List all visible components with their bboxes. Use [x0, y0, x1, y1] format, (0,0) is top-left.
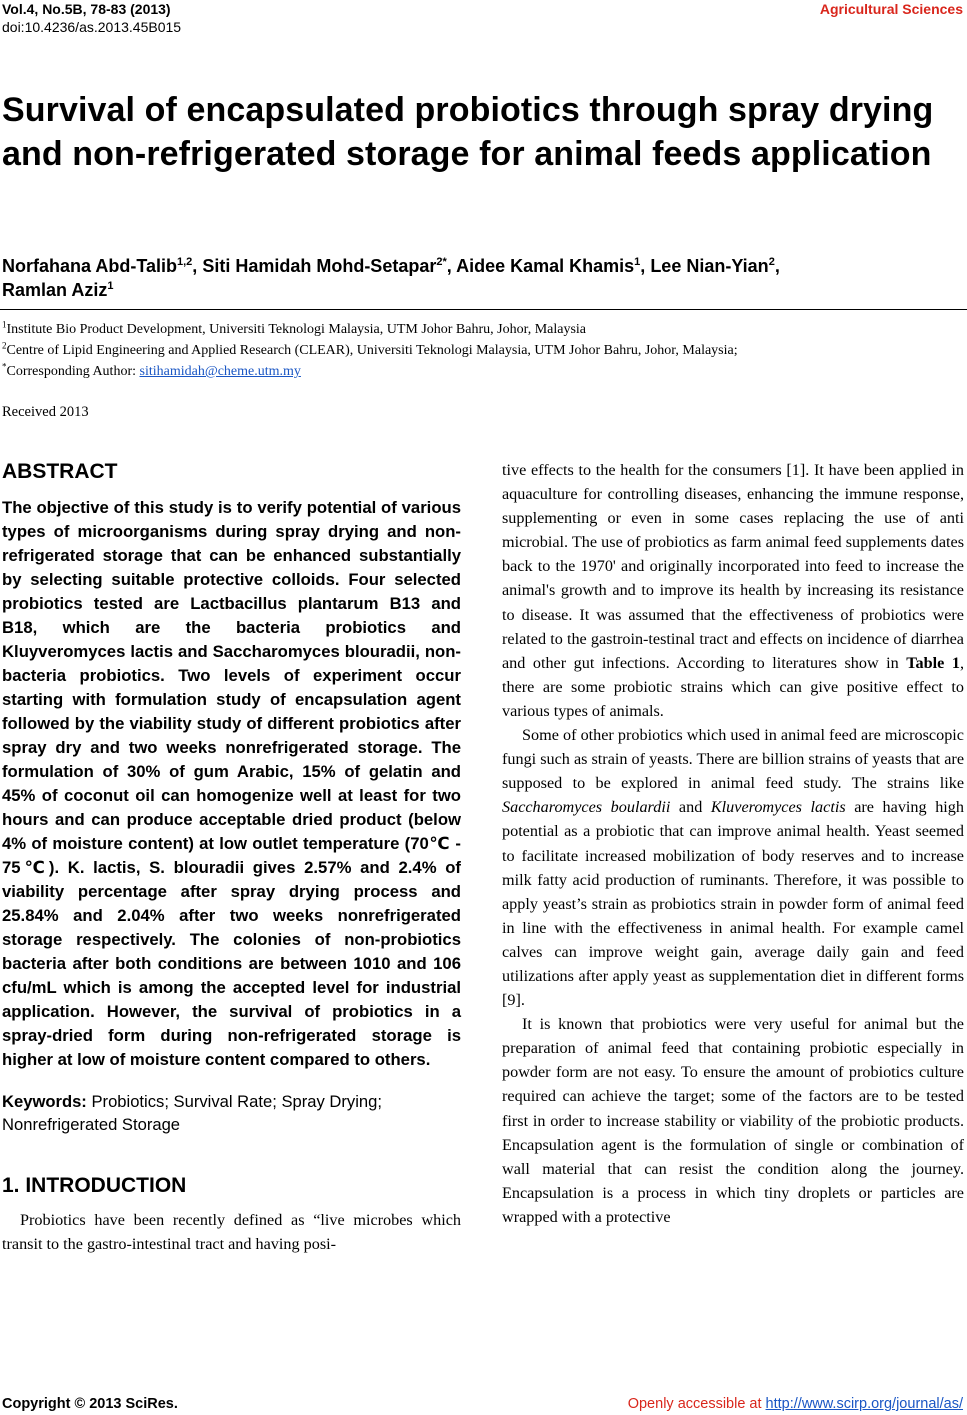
author-list — [2, 254, 962, 302]
paragraph-text: tive effects to the health for the consumers [1]. It have been applied in aquaculture for controlling diseases, enhancing the immune response, supplementing or even in some cases replacing the use of anti microbial. The use of probiotics as farm animal feed supplements dates back to the 1970' and originally incorporated into feed to increase the animal's growth and to improve its health by increasing its resistance to disease. It was assumed that the effectiveness of probiotics were related to the gastroin-testinal tract and effects on incidence of diarrhea and other gut infections. According to literatures show in — [502, 461, 964, 672]
keywords-text: Probiotics; Survival Rate; Spray Drying; Nonrefrigerated Storage — [2, 1092, 382, 1134]
affiliation-line — [2, 319, 967, 340]
keywords — [2, 1090, 461, 1136]
corresponding-email-link[interactable]: sitihamidah@cheme.utm.my — [139, 364, 301, 379]
species-name: Saccharomyces boulardii — [502, 798, 671, 817]
author-name: Ramlan Aziz — [2, 280, 108, 300]
paragraph-text: and — [670, 798, 711, 817]
author-affil-mark: 1 — [107, 280, 114, 292]
introduction-paragraph: Probiotics have been recently defined as “live microbes which transit to the gastro-intestinal tract and having posi- — [2, 1211, 461, 1253]
author-name: Siti Hamidah Mohd-Setapar — [202, 256, 437, 276]
corresponding-author — [2, 361, 967, 382]
body-paragraph: It is known that probiotics were very useful for animal but the preparation of animal feed that containing probiotic especially in powder form are not easy. To ensure the amount of probiotics culture required can achieve the target; some of the factors are to be tested first in order to increase stability or viability of the probiotic products. Encapsulation agent is the formulation of single or combination of wall material that can resist the condition along the journey. Encapsulation is a process in which tiny droplets or particles are wrapped with a protective — [502, 1015, 964, 1226]
author-separator: , — [640, 256, 651, 276]
paragraph-text: are having high potential as a probiotic that can improve animal health. Yeast seemed to facilitate increased mobilization of body reserves and to increase milk fatty acid production of ruminants. Therefore, it was possible to apply yeast’s strain as probiotics strain in powder form of animal feed in line with the effectiveness in animal health. For example camel calves can improve weight gain, average daily gain and feed utilizations after apply yeast as supplementation diet in different forms [9]. — [502, 798, 964, 1010]
table-reference: Table 1 — [906, 653, 960, 672]
affiliation-mark: 2 — [2, 340, 7, 351]
journal-url-link[interactable]: http://www.scirp.org/journal/as/ — [765, 1396, 963, 1412]
author-affil-mark: 2 — [768, 256, 775, 268]
body-paragraph — [502, 723, 964, 1012]
species-name: Kluveromyces lactis — [710, 798, 846, 817]
affiliation-mark: 1 — [2, 319, 7, 330]
body-paragraph — [502, 458, 964, 723]
author-name: Lee Nian-Yian — [650, 256, 769, 276]
right-column — [502, 458, 964, 1229]
introduction-heading: 1. INTRODUCTION — [2, 1174, 187, 1197]
doi-text: doi:10.4236/as.2013.45B015 — [2, 19, 182, 35]
affiliation-text: Centre of Lipid Engineering and Applied Research (CLEAR), Universiti Teknologi Malaysia, UTM Johor Bahru, Johor, Malaysia; — [6, 343, 738, 358]
abstract-text: The objective of this study is to verify potential of various types of microorganisms during spray drying and non-refrigerated storage that can be enhanced substantially by selecting suitable protective colloids. Four selected probiotics tested are Lactbacillus plantarum B13 and B18, which are the bacteria probiotics and Kluyveromyces lactis and Saccharomyces blouradii, non-bacteria probiotics. Two levels of experiment occur starting with formulation study of encapsulation agent followed by the viability study of different probiotics after spray dry and two weeks nonrefrigerated storage. The formulation of 30% of gum Arabic, 15% of gelatin and 45% of coconut oil can homogenize well at least for two hours and can produce acceptable dried product (below 4% of moisture content) at low outlet temperature (70℃ - 75℃). K. lactis, S. blouradii gives 2.57% and 2.4% of viability percentage after spray drying process and 25.84% and 2.04% after two weeks nonrefrigerated storage respectively. The colonies of non-probiotics bacteria after both conditions are between 1010 and 106 cfu/mL which is among the accepted level for industrial application. However, the survival of probiotics in a spray-dried form during non-refrigerated storage is higher at low of moisture content compared to others. — [2, 498, 461, 1069]
author-separator: , — [192, 256, 203, 276]
author-separator: , — [446, 256, 457, 276]
keywords-label: Keywords: — [2, 1092, 87, 1111]
author-name: Norfahana Abd-Talib — [2, 256, 177, 276]
author-name: Aidee Kamal Khamis — [456, 256, 635, 276]
open-access-label: Openly accessible at — [627, 1396, 766, 1412]
author-separator: , — [774, 256, 780, 276]
paragraph-text: Some of other probiotics which used in animal feed are microscopic fungi such as strain of yeasts. There are billion strains of yeasts that are supposed to be explored in animal feed study. The strains like — [502, 726, 964, 793]
author-affil-mark: 2* — [436, 256, 447, 268]
author-affil-mark: 1 — [634, 256, 641, 268]
paragraph-text: , there are some probiotic strains which can give positive effect to various types of animals. — [502, 653, 964, 720]
paper-title: Survival of encapsulated probiotics through spray drying and non-refrigerated storage for animal feeds application — [2, 91, 934, 173]
abstract-heading: ABSTRACT — [2, 460, 118, 483]
author-affil-mark: 1,2 — [177, 256, 193, 268]
copyright-notice: Copyright © 2013 SciRes. — [2, 1396, 178, 1412]
corresponding-mark: * — [2, 361, 7, 372]
volume-info: Vol.4, No.5B, 78-83 (2013) — [2, 1, 171, 17]
left-column — [2, 458, 461, 1256]
corresponding-label: Corresponding Author: — [6, 364, 140, 379]
affiliations — [2, 319, 967, 382]
header-citation — [2, 0, 181, 36]
affiliation-line — [2, 340, 967, 361]
affiliation-text: Institute Bio Product Development, Universiti Teknologi Malaysia, UTM Johor Bahru, Johor, Malaysia — [6, 322, 587, 337]
header-divider — [0, 309, 967, 310]
received-date: Received 2013 — [2, 404, 89, 420]
open-access-notice — [628, 1395, 963, 1413]
journal-name: Agricultural Sciences — [819, 1, 963, 17]
